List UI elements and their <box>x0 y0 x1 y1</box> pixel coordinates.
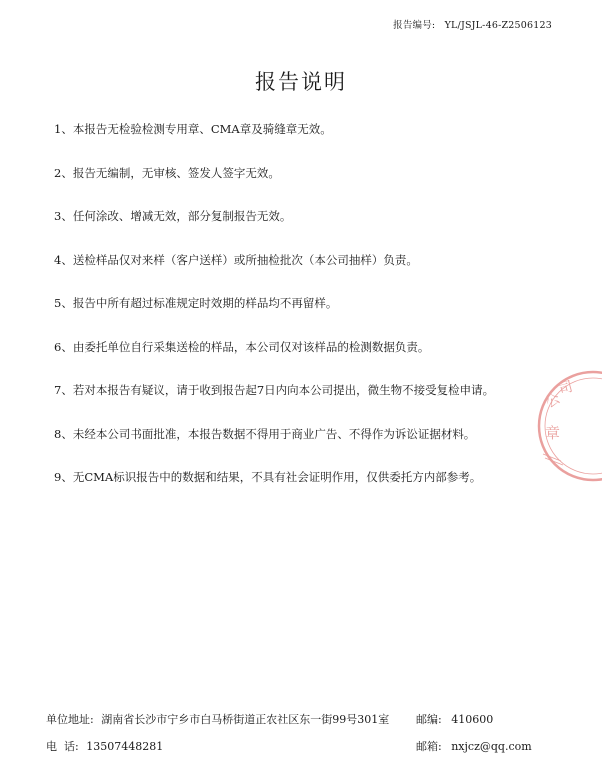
note-item-4: 4、送检样品仅对来样（客户送样）或所抽检批次（本公司抽样）负责。 <box>54 252 418 267</box>
seal-char-2: 司 <box>556 378 575 398</box>
report-number-value: YL/JSJL-46-Z2506123 <box>444 20 552 31</box>
address-label: 单位地址: <box>46 713 94 726</box>
notes-list <box>54 116 574 508</box>
note-item-1: 1、本报告无检验检测专用章、CMA章及骑缝章无效。 <box>54 122 332 136</box>
postcode-value: 410600 <box>451 713 494 726</box>
note-item-2: 2、报告无编制，无审核、签发人签字无效。 <box>54 165 280 180</box>
footer-contact-row <box>46 738 576 754</box>
email <box>416 738 532 754</box>
phone-value: 13507448281 <box>86 740 164 753</box>
note-item-3: 3、任何涂改、增减无效，部分复制报告无效。 <box>54 209 292 223</box>
note-item-8: 8、未经本公司书面批准，本报告数据不得用于商业广告、不得作为诉讼证据材料。 <box>54 426 476 441</box>
phone-label: 电 话: <box>46 740 79 753</box>
seal-char-3: 章 <box>545 424 561 442</box>
note-item-9: 9、无CMA标识报告中的数据和结果，不具有社会证明作用，仅供委托方内部参考。 <box>54 470 482 484</box>
address-value: 湖南省长沙市宁乡市白马桥街道正农社区东一街99号301室 <box>101 713 390 726</box>
page-title: 报告说明 <box>255 70 347 94</box>
postcode <box>416 711 493 727</box>
footer-address-row <box>46 711 576 727</box>
email-label: 邮箱: <box>416 740 442 753</box>
report-number <box>393 17 552 31</box>
report-number-label: 报告编号: <box>393 20 436 31</box>
note-item-6: 6、由委托单位自行采集送检的样品，本公司仅对该样品的检测数据负责。 <box>54 339 430 354</box>
seal-char-1: 公 <box>543 390 564 412</box>
note-item-5: 5、报告中所有超过标准规定时效期的样品均不再留样。 <box>54 296 338 310</box>
postcode-label: 邮编: <box>416 713 442 726</box>
company-seal-stamp <box>527 366 602 486</box>
email-value: nxjcz@qq.com <box>451 740 532 753</box>
note-item-7: 7、若对本报告有疑议，请于收到报告起7日内向本公司提出，微生物不接受复检申请。 <box>54 383 495 397</box>
